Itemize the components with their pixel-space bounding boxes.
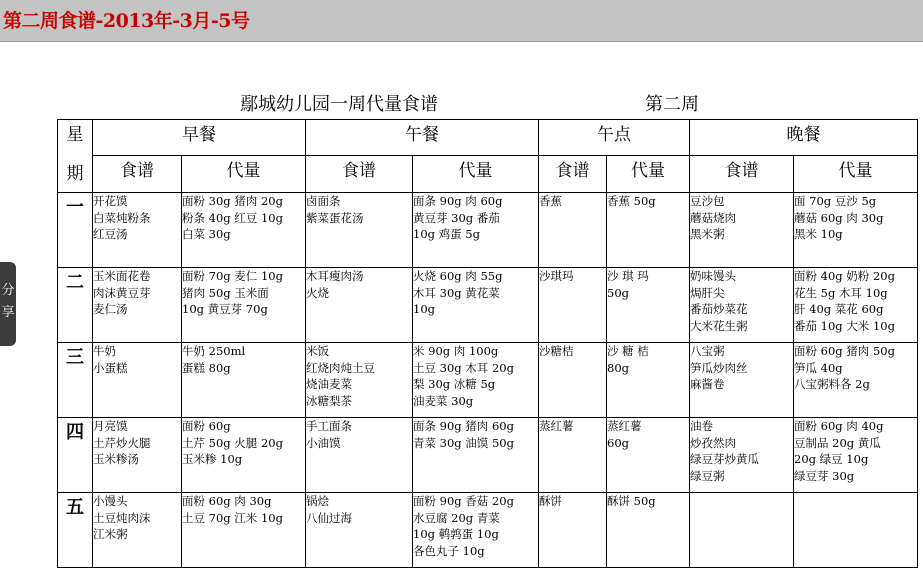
lunch-amount-line: 米 90g 肉 100g (413, 344, 499, 358)
breakfast-recipe-line: 土芹炒火腿 (93, 435, 151, 450)
breakfast-amount-line: 土豆 70g 江米 10g (182, 510, 283, 525)
breakfast-amount-line: 玉米糁 10g (182, 452, 243, 466)
lunch-recipe-line: 卤面条 (306, 194, 341, 208)
dinner-recipe-line: 油卷 (690, 419, 713, 433)
lunch-amount-line: 10g 鸡蛋 5g (413, 227, 480, 241)
breakfast-amount-line: 牛奶 250ml (182, 344, 246, 358)
breakfast-recipe-line: 开花馍 (93, 194, 128, 208)
snack-header: 午点 (539, 120, 690, 156)
lunch-amount-line: 火烧 60g 肉 55g (413, 269, 503, 283)
dinner-amount-line: 面 70g 豆沙 5g (794, 194, 877, 208)
lunch-amount-line: 土豆 30g 木耳 20g (413, 360, 514, 375)
dinner-amount-line: 花生 5g 木耳 10g (794, 285, 888, 300)
dinner-recipe-line: 黑米粥 (690, 227, 725, 241)
snack-amount-cell (607, 493, 690, 568)
dinner-recipe-line: 豆沙包 (690, 194, 725, 208)
breakfast-amount-cell (182, 193, 306, 268)
lunch-recipe-cell (306, 268, 413, 343)
dinner-recipe-line: 麻酱卷 (690, 377, 725, 391)
lunch-recipe-cell (306, 193, 413, 268)
dinner-recipe-line: 大米花生粥 (690, 318, 748, 333)
dinner-amount-line: 绿豆芽 30g (794, 468, 855, 483)
share-label-2: 享 (1, 305, 15, 320)
lunch-recipe-line: 红烧肉炖土豆 (306, 360, 375, 375)
document-heading: 鄢城幼儿园一周代量食谱 (240, 94, 438, 115)
dinner-amount-cell (794, 343, 918, 418)
lunch-recipe-line: 木耳瘦肉汤 (306, 269, 364, 283)
dinner-amount-cell (794, 493, 918, 568)
breakfast-amount-line: 10g 黄豆芽 70g (182, 302, 268, 316)
share-button[interactable] (0, 262, 16, 346)
dinner-recipe-cell (690, 343, 794, 418)
snack-recipe-cell (539, 418, 607, 493)
dinner-recipe-line: 蘑菇烧肉 (690, 210, 736, 225)
day-cell: 三 (58, 343, 93, 418)
dinner-amount-line: 面粉 60g 猪肉 50g (794, 344, 895, 358)
dinner-amount-cell (794, 193, 918, 268)
dinner-recipe-line: 绿豆芽炒黄瓜 (690, 452, 759, 466)
day-cell: 二 (58, 268, 93, 343)
page-title: 第二周食谱-2013年-3月-5号 (3, 10, 250, 32)
snack-recipe-line: 沙琪玛 (539, 269, 574, 283)
table-row (58, 193, 918, 268)
day-cell: 一 (58, 193, 93, 268)
title-bar (0, 0, 923, 42)
lunch-recipe-cell (306, 343, 413, 418)
dinner-amount-cell (794, 418, 918, 493)
lunch-recipe-cell (306, 493, 413, 568)
snack-recipe-line: 蒸红薯 (539, 419, 574, 433)
snack-recipe-line: 酥饼 (539, 494, 562, 508)
dinner-amount-line: 八宝粥料各 2g (794, 377, 870, 391)
lunch-amount-cell (413, 268, 539, 343)
lunch-amount-cell (413, 343, 539, 418)
lunch-amount-line: 10g (413, 302, 435, 316)
share-label-1: 分 (1, 283, 15, 298)
dinner-amount-header: 代量 (794, 156, 918, 193)
snack-amount-line: 80g (607, 360, 629, 375)
breakfast-amount-line: 蛋糕 80g (182, 360, 231, 375)
breakfast-amount-line: 面粉 60g (182, 419, 231, 433)
dinner-amount-line: 面粉 60g 肉 40g (794, 419, 884, 433)
week-label: 第二周 (645, 94, 699, 115)
snack-amount-line: 酥饼 50g (607, 494, 656, 508)
day-cell: 四 (58, 418, 93, 493)
breakfast-amount-cell (182, 268, 306, 343)
snack-recipe-cell (539, 493, 607, 568)
snack-amount-line: 沙 糖 桔 (607, 344, 649, 358)
dinner-recipe-header: 食谱 (690, 156, 794, 193)
lunch-recipe-header: 食谱 (306, 156, 413, 193)
snack-amount-cell (607, 193, 690, 268)
snack-recipe-header: 食谱 (539, 156, 607, 193)
breakfast-amount-cell (182, 418, 306, 493)
breakfast-recipe-line: 小馒头 (93, 494, 128, 508)
breakfast-recipe-line: 麦仁汤 (93, 302, 128, 316)
table-row (58, 493, 918, 568)
breakfast-recipe-cell (93, 193, 182, 268)
lunch-amount-line: 10g 鹌鹑蛋 10g (413, 527, 499, 541)
dinner-amount-line: 笋瓜 40g (794, 360, 843, 375)
breakfast-amount-line: 白菜 30g (182, 227, 231, 241)
menu-body (58, 193, 918, 568)
dinner-amount-line: 豆制品 20g 黄瓜 (794, 435, 881, 450)
breakfast-amount-line: 面粉 30g 猪肉 20g (182, 194, 283, 208)
breakfast-recipe-line: 牛奶 (93, 344, 116, 358)
breakfast-amount-header: 代量 (182, 156, 306, 193)
day-cell: 五 (58, 493, 93, 568)
breakfast-recipe-line: 玉米糁汤 (93, 452, 139, 466)
dinner-amount-line: 番茄 10g 大米 10g (794, 318, 895, 333)
dinner-recipe-line: 绿豆粥 (690, 468, 725, 483)
lunch-recipe-line: 烧油麦菜 (306, 377, 352, 391)
lunch-amount-line: 面粉 90g 香菇 20g (413, 494, 514, 508)
dinner-recipe-cell (690, 193, 794, 268)
dinner-amount-line: 黑米 10g (794, 227, 843, 241)
dinner-recipe-line: 笋瓜炒肉丝 (690, 360, 748, 375)
breakfast-recipe-cell (93, 493, 182, 568)
lunch-amount-cell (413, 418, 539, 493)
lunch-amount-cell (413, 193, 539, 268)
snack-amount-header: 代量 (607, 156, 690, 193)
lunch-recipe-line: 冰糖梨茶 (306, 393, 352, 408)
lunch-amount-line: 梨 30g 冰糖 5g (413, 377, 496, 391)
breakfast-recipe-cell (93, 418, 182, 493)
lunch-recipe-line: 紫菜蛋花汤 (306, 210, 364, 225)
lunch-amount-line: 面条 90g 猪肉 60g (413, 419, 514, 433)
breakfast-recipe-header: 食谱 (93, 156, 182, 193)
sub-header-row (58, 156, 918, 193)
dinner-recipe-line: 奶味馒头 (690, 269, 736, 283)
dinner-amount-line: 面粉 40g 奶粉 20g (794, 269, 895, 283)
dinner-recipe-line: 番茄炒菜花 (690, 302, 748, 316)
dinner-amount-line: 蘑菇 60g 肉 30g (794, 210, 884, 225)
lunch-header: 午餐 (306, 120, 539, 156)
snack-recipe-cell (539, 193, 607, 268)
lunch-amount-line: 面条 90g 肉 60g (413, 194, 503, 208)
breakfast-recipe-line: 月亮馍 (93, 419, 128, 433)
table-row (58, 418, 918, 493)
lunch-recipe-line: 火烧 (306, 285, 329, 300)
snack-amount-line: 60g (607, 435, 629, 450)
snack-amount-line: 沙 琪 玛 (607, 269, 649, 283)
lunch-amount-line: 油麦菜 30g (413, 393, 474, 408)
snack-amount-cell (607, 418, 690, 493)
lunch-recipe-line: 手工面条 (306, 419, 352, 433)
snack-amount-line: 香蕉 50g (607, 194, 656, 208)
snack-amount-line: 蒸红薯 (607, 419, 642, 433)
breakfast-amount-line: 猪肉 50g 玉米面 (182, 285, 269, 300)
dinner-recipe-cell (690, 268, 794, 343)
lunch-recipe-line: 锅烩 (306, 494, 329, 508)
menu-table (57, 119, 918, 568)
breakfast-amount-cell (182, 493, 306, 568)
dinner-recipe-cell (690, 493, 794, 568)
breakfast-recipe-line: 红豆汤 (93, 227, 128, 241)
dinner-header: 晚餐 (690, 120, 918, 156)
lunch-recipe-line: 小油馍 (306, 435, 341, 450)
lunch-recipe-cell (306, 418, 413, 493)
breakfast-amount-line: 土芹 50g 火腿 20g (182, 435, 283, 450)
lunch-recipe-line: 八仙过海 (306, 510, 352, 525)
dinner-amount-line: 20g 绿豆 10g (794, 452, 869, 466)
dinner-amount-cell (794, 268, 918, 343)
snack-recipe-cell (539, 268, 607, 343)
breakfast-recipe-line: 白菜炖粉条 (93, 210, 151, 225)
table-row (58, 343, 918, 418)
meal-header-row (58, 120, 918, 156)
snack-amount-line: 50g (607, 285, 629, 300)
lunch-amount-cell (413, 493, 539, 568)
lunch-amount-line: 各色丸子 10g (413, 543, 485, 558)
day-column-header: 星 期 (58, 120, 93, 193)
breakfast-amount-line: 面粉 70g 麦仁 10g (182, 269, 283, 283)
breakfast-recipe-line: 玉米面花卷 (93, 269, 151, 283)
dinner-recipe-line: 焗肝尖 (690, 285, 725, 300)
lunch-amount-line: 木耳 30g 黄花菜 (413, 285, 500, 300)
dinner-amount-line: 肝 40g 菜花 60g (794, 302, 884, 316)
breakfast-recipe-cell (93, 268, 182, 343)
breakfast-header: 早餐 (93, 120, 306, 156)
snack-recipe-line: 香蕉 (539, 194, 562, 208)
breakfast-amount-line: 粉条 40g 红豆 10g (182, 210, 283, 225)
breakfast-recipe-line: 土豆炖肉沫 (93, 510, 151, 525)
lunch-recipe-line: 米饭 (306, 344, 329, 358)
dinner-recipe-cell (690, 418, 794, 493)
breakfast-recipe-line: 江米粥 (93, 527, 128, 541)
lunch-amount-line: 水豆腐 20g 青菜 (413, 510, 500, 525)
dinner-recipe-line: 八宝粥 (690, 344, 725, 358)
lunch-amount-line: 青菜 30g 油馍 50g (413, 435, 514, 450)
snack-recipe-cell (539, 343, 607, 418)
breakfast-recipe-line: 小蛋糕 (93, 360, 128, 375)
lunch-amount-line: 黄豆芽 30g 番茄 (413, 210, 500, 225)
dinner-recipe-line: 炒孜然肉 (690, 435, 736, 450)
breakfast-amount-line: 面粉 60g 肉 30g (182, 494, 272, 508)
snack-amount-cell (607, 268, 690, 343)
table-row (58, 268, 918, 343)
snack-recipe-line: 沙糖桔 (539, 344, 574, 358)
breakfast-recipe-line: 肉沫黄豆芽 (93, 285, 151, 300)
breakfast-recipe-cell (93, 343, 182, 418)
snack-amount-cell (607, 343, 690, 418)
lunch-amount-header: 代量 (413, 156, 539, 193)
breakfast-amount-cell (182, 343, 306, 418)
